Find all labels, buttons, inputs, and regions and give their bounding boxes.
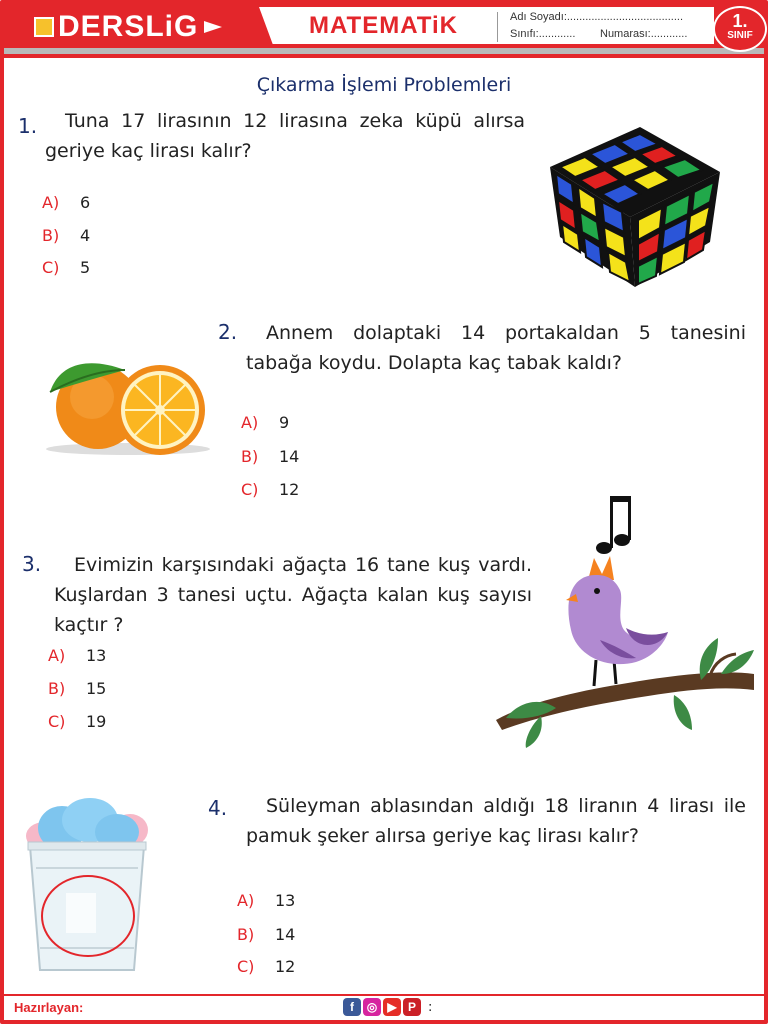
option-c[interactable]: C) 19 — [48, 712, 107, 731]
header — [4, 4, 764, 66]
footer-line — [4, 994, 764, 996]
question-text: Evimizin karşısındaki ağaçta 16 tane kuş vardı. Kuşlardan 3 tanesi uçtu. Ağaçta kalan kuş sayısı kaçtır ? — [54, 554, 532, 636]
header-strip-red — [4, 54, 764, 58]
social-icons — [343, 998, 421, 1016]
option-b[interactable]: B) 14 — [241, 447, 300, 466]
option-a[interactable]: A) 13 — [48, 646, 107, 665]
page-title: Çıkarma İşlemi Problemleri — [256, 74, 512, 96]
grade-label: SINIF — [727, 30, 753, 41]
subject-title: MATEMATiK — [309, 12, 458, 39]
option-a[interactable]: A) 13 — [237, 891, 296, 910]
question-text: Annem dolaptaki 14 portakaldan 5 tanesini tabağa koydu. Dolapta kaç tabak kaldı? — [246, 322, 746, 374]
question-number: 2. — [218, 320, 238, 344]
pencil-icon — [34, 17, 54, 37]
option-a[interactable]: A) 6 — [42, 193, 91, 212]
number-field-label: Numarası:............ — [600, 28, 688, 40]
cotton-candy-cup-image — [22, 798, 152, 978]
question-text: Tuna 17 lirasının 12 lirasına zeka küpü alırsa geriye kaç lirası kalır? — [45, 110, 525, 162]
grade-number: 1. — [732, 11, 748, 31]
oranges-image — [40, 352, 215, 457]
question-number: 4. — [208, 796, 228, 820]
question-number: 1. — [18, 114, 38, 138]
pencil-tip-icon — [204, 21, 222, 33]
question-text: Süleyman ablasından aldığı 18 liranın 4 lirası ile pamuk şeker alırsa geriye kaç lirası kalır? — [246, 795, 746, 847]
brand-logo — [34, 10, 222, 44]
brand-name: DERSLiG — [58, 10, 199, 43]
class-field-label: Sınıfı:............ — [510, 28, 576, 40]
option-c[interactable]: C) 12 — [241, 480, 300, 499]
rubiks-cube-image — [540, 112, 730, 292]
option-a[interactable]: A) 9 — [241, 413, 290, 432]
facebook-icon[interactable]: f — [343, 998, 361, 1016]
option-b[interactable]: B) 14 — [237, 925, 296, 944]
header-divider — [497, 12, 498, 42]
prepared-by-label: Hazırlayan: — [14, 1000, 84, 1015]
option-b[interactable]: B) 15 — [48, 679, 107, 698]
option-c[interactable]: C) 12 — [237, 957, 296, 976]
footer-colon: : — [428, 1000, 433, 1015]
option-b[interactable]: B) 4 — [42, 226, 91, 245]
instagram-icon[interactable]: ◎ — [363, 998, 381, 1016]
pinterest-icon[interactable]: P — [403, 998, 421, 1016]
question-number: 3. — [22, 552, 42, 576]
bird-on-branch-image — [496, 490, 758, 752]
youtube-icon[interactable]: ▶ — [383, 998, 401, 1016]
option-c[interactable]: C) 5 — [42, 258, 91, 277]
name-field-label: Adı Soyadı:...................................... — [510, 11, 684, 23]
grade-badge — [713, 6, 767, 52]
